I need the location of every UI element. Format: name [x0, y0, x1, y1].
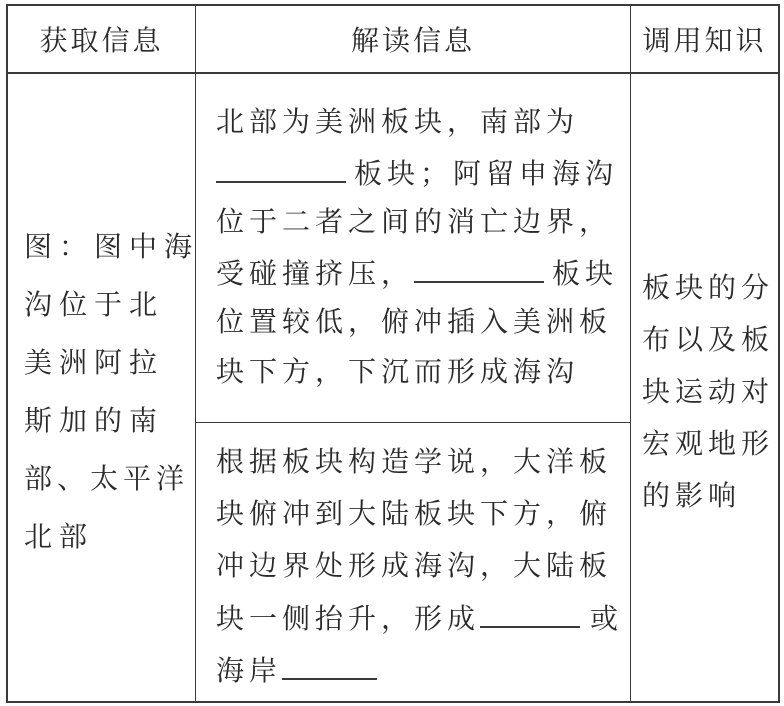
obtain-info-cell: [24, 218, 199, 566]
column-divider-2: [630, 4, 631, 703]
interpret-line: [216, 147, 618, 197]
interpret-line: [216, 247, 618, 297]
interpret-info-top-cell: [216, 97, 618, 397]
table-left-border: [6, 4, 8, 703]
obtain-info-line: 美洲阿拉: [24, 346, 165, 379]
interpret-line: [216, 644, 623, 696]
table-right-border: [778, 4, 780, 703]
interpret-text: 板块: [552, 257, 619, 290]
header-interpret-info-text: 解读信息: [350, 24, 475, 57]
header-bottom-border: [6, 72, 780, 74]
header-obtain-info-text: 获取信息: [39, 24, 164, 57]
interpret-text: 海岸: [216, 654, 283, 687]
answer-blank[interactable]: [414, 247, 544, 283]
interpret-line: 块俯冲到大陆板块下方，俯: [216, 497, 613, 530]
knowledge-line: 块运动对: [642, 375, 775, 408]
interpret-info-bottom-cell: [216, 436, 623, 696]
interpret-line: 根据板块构造学说，大洋板: [216, 445, 613, 478]
header-apply-knowledge: [631, 6, 778, 72]
apply-knowledge-cell: [642, 262, 774, 522]
obtain-info-line: 部、太平洋: [24, 462, 190, 495]
obtain-info-line: 沟位于北: [24, 288, 165, 321]
obtain-info-line: 图：图中海: [24, 230, 200, 263]
middle-row-divider: [196, 422, 630, 423]
obtain-info-line: 斯加的南: [24, 404, 165, 437]
answer-blank[interactable]: [480, 592, 580, 628]
obtain-info-line: 北部: [24, 520, 95, 553]
interpret-text: 板块；阿留申海沟: [354, 157, 619, 190]
interpret-text: 受碰撞挤压，: [216, 257, 415, 290]
interpret-line: 冲边界处形成海沟，大陆板: [216, 549, 613, 582]
interpret-line: 北部为美洲板块，南部为: [216, 105, 580, 138]
knowledge-line: 布以及板: [642, 323, 775, 356]
interpret-line: [216, 592, 623, 644]
header-apply-knowledge-text: 调用知识: [642, 24, 767, 57]
header-obtain-info: [8, 6, 195, 72]
interpret-line: 块下方，下沉而形成海沟: [216, 355, 580, 388]
interpret-line: 位置较低，俯冲插入美洲板: [216, 305, 613, 338]
knowledge-line: 宏观地形: [642, 427, 775, 460]
interpret-line: 位于二者之间的消亡边界，: [216, 205, 613, 238]
knowledge-line: 的影响: [642, 479, 742, 512]
answer-blank[interactable]: [282, 644, 377, 680]
table-bottom-border: [6, 701, 780, 703]
answer-blank[interactable]: [216, 147, 346, 183]
interpret-text: 块一侧抬升，形成: [216, 602, 481, 635]
interpret-text: 或: [590, 602, 624, 635]
knowledge-line: 板块的分: [642, 271, 775, 304]
header-interpret-info: [196, 6, 630, 72]
